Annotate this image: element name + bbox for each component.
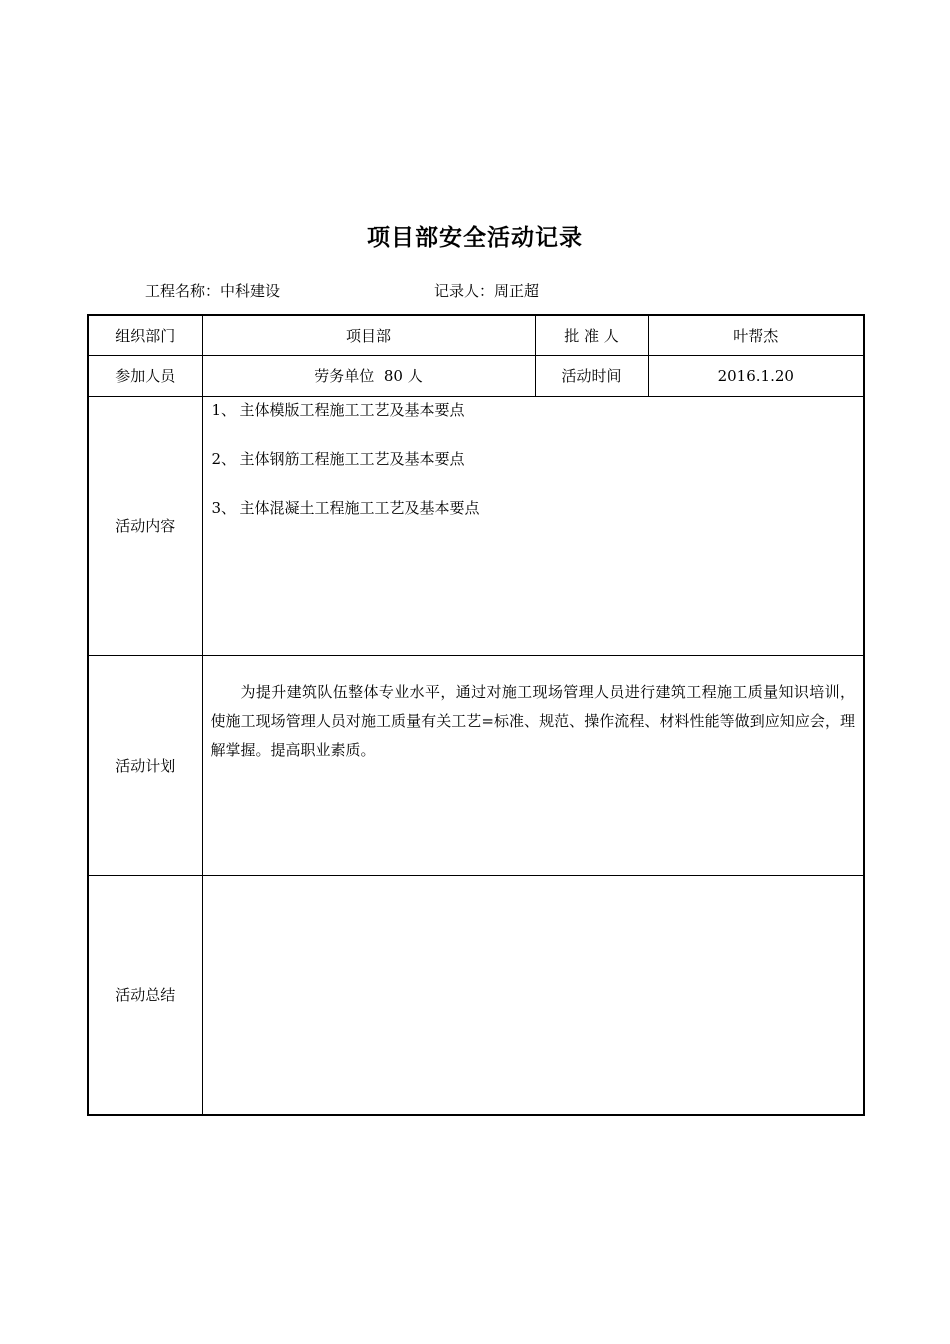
- activity-content-cell: [202, 396, 864, 655]
- table-row: [88, 875, 864, 1115]
- item-text: 主体钢筋工程施工工艺及基本要点: [239, 449, 465, 468]
- participants-value-text: 劳务单位 80 人: [314, 367, 423, 385]
- list-item: [211, 397, 856, 446]
- activity-summary-cell: [202, 875, 864, 1115]
- activity-plan-label: 活动计划: [88, 655, 202, 875]
- list-item: [211, 495, 856, 544]
- approver-label: 批 准 人: [535, 315, 648, 355]
- table-row: [88, 655, 864, 875]
- table-row: [88, 396, 864, 655]
- activity-content-label: 活动内容: [88, 396, 202, 655]
- recorder-label: 记录人：: [434, 282, 495, 300]
- project-name-value: 中科建设: [220, 282, 281, 300]
- participants-value: [202, 355, 535, 396]
- item-number: 2、: [211, 449, 237, 468]
- activity-summary-label: 活动总结: [88, 875, 202, 1115]
- activity-plan-text: 为提升建筑队伍整体专业水平，通过对施工现场管理人员进行建筑工程施工质量知识培训，使施工现场管理人员对施工质量有关工艺=标准、规范、操作流程、材料性能等做到应知应会，理解掌握。提高职业素质。: [210, 682, 855, 759]
- participants-label: 参加人员: [88, 355, 202, 396]
- table-row: [88, 315, 864, 355]
- recorder-field: [434, 280, 539, 301]
- org-dept-label: 组织部门: [88, 315, 202, 355]
- item-number: 1、: [211, 400, 237, 419]
- activity-plan-cell: [202, 655, 864, 875]
- project-name-label: 工程名称：: [145, 282, 221, 300]
- item-text: 主体混凝土工程施工工艺及基本要点: [239, 498, 480, 517]
- page-title: 项目部安全活动记录: [367, 224, 583, 251]
- recorder-value: 周正超: [494, 282, 540, 300]
- activity-time-label: 活动时间: [535, 355, 648, 396]
- item-text: 主体模版工程施工工艺及基本要点: [239, 400, 465, 419]
- activity-record-table: [87, 314, 865, 1116]
- activity-time-value: 2016.1.20: [648, 355, 864, 396]
- project-name-field: [145, 280, 280, 301]
- item-number: 3、: [211, 498, 237, 517]
- org-dept-value: 项目部: [202, 315, 535, 355]
- approver-value: 叶帮杰: [648, 315, 864, 355]
- table-row: [88, 355, 864, 396]
- list-item: [211, 446, 856, 495]
